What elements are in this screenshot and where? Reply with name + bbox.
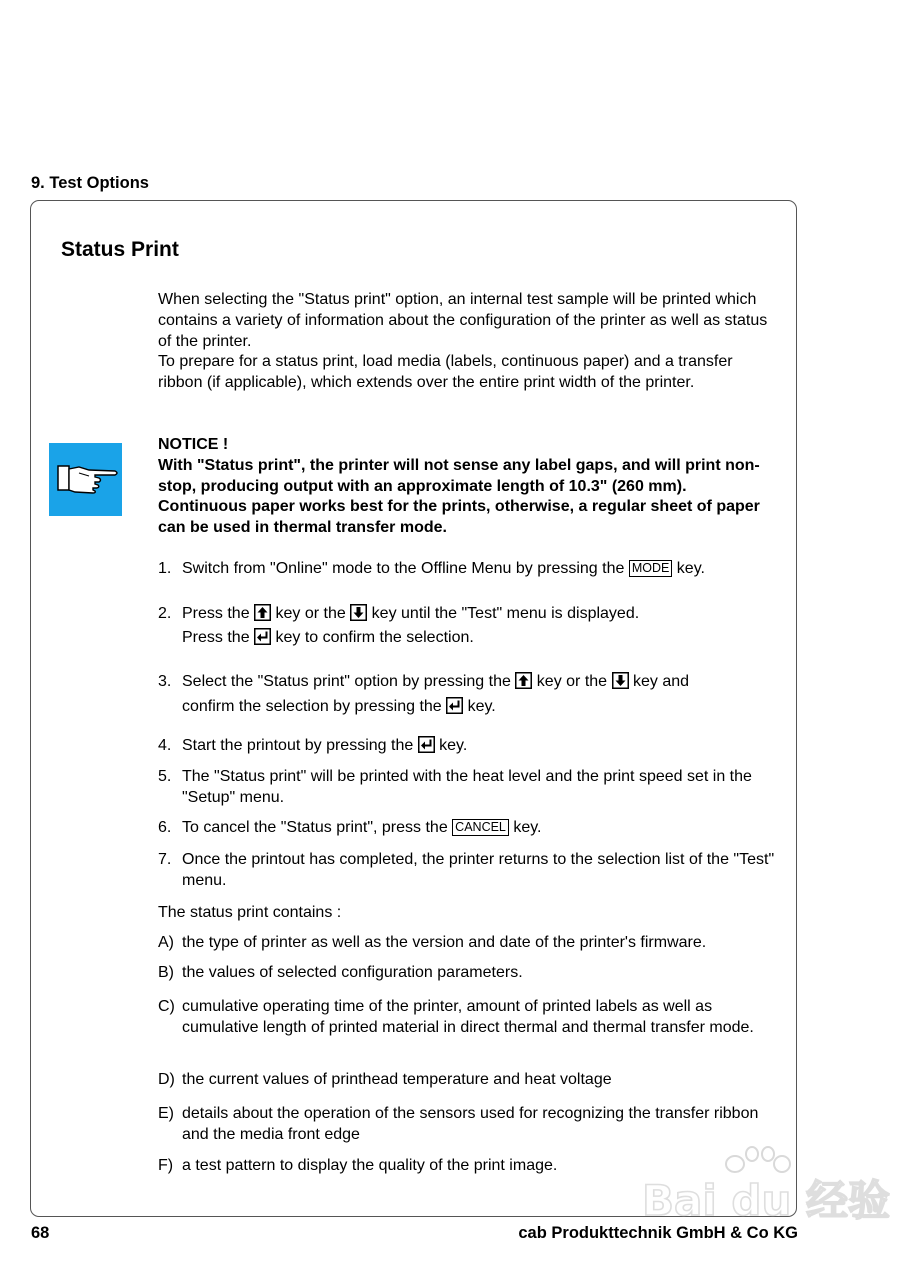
- page-number: 68: [31, 1224, 50, 1242]
- item-text: the type of printer as well as the version and date of the printer's firmware.: [182, 934, 707, 951]
- step-4: [158, 736, 778, 757]
- item-text: a test pattern to display the quality of the print image.: [182, 1157, 558, 1174]
- contents-item-a: [158, 933, 778, 954]
- step-number: 4.: [158, 737, 172, 754]
- step-text: Switch from "Online" mode to the Offline Menu by pressing the: [182, 560, 625, 577]
- item-text: the current values of printhead temperature and heat voltage: [182, 1071, 612, 1088]
- step-3: [158, 669, 778, 719]
- step-text: The "Status print" will be printed with the heat level and the print speed set in the "Setup" menu.: [182, 768, 752, 806]
- step-text: key to confirm the selection.: [275, 629, 474, 646]
- step-2: [158, 602, 778, 650]
- step-text: Start the printout by pressing the: [182, 737, 414, 754]
- step-1: [158, 559, 778, 580]
- company-name: cab Produkttechnik GmbH & Co KG: [518, 1224, 798, 1242]
- step-text: key.: [467, 698, 496, 715]
- step-number: 7.: [158, 851, 172, 868]
- item-text: cumulative operating time of the printer, amount of printed labels as well as cumulative length of printed material in direct thermal and thermal transfer mode.: [182, 998, 754, 1036]
- step-text: key.: [439, 737, 468, 754]
- step-text: confirm the selection by pressing the: [182, 698, 442, 715]
- contents-item-b: [158, 963, 778, 984]
- step-number: 1.: [158, 560, 172, 577]
- step-text: key or the: [536, 673, 608, 690]
- intro-paragraph-2: To prepare for a status print, load media (labels, continuous paper) and a transfer ribbon (if applicable), which extends over the entire print width of the printer.: [158, 353, 733, 392]
- step-text: Press the: [182, 605, 250, 622]
- item-marker: C): [158, 998, 175, 1015]
- arrow-up-key-icon: [254, 604, 271, 621]
- step-number: 2.: [158, 605, 172, 622]
- cancel-key: CANCEL: [452, 819, 509, 836]
- step-text: Press the: [182, 629, 250, 646]
- arrow-down-key-icon: [350, 604, 367, 621]
- step-text: Select the "Status print" option by pressing the: [182, 673, 511, 690]
- step-text: Once the printout has completed, the printer returns to the selection list of the "Test" menu.: [182, 851, 775, 889]
- item-text: the values of selected configuration parameters.: [182, 964, 523, 981]
- notice-block: [158, 435, 778, 539]
- notice-body: With "Status print", the printer will not sense any label gaps, and will print non-stop, producing output with an approximate length of 10.3" (260 mm). Continuous paper works best for the prints, otherwise, a regular sheet of paper can be used in thermal transfer mode.: [158, 456, 760, 537]
- arrow-up-key-icon: [515, 672, 532, 689]
- enter-key-icon: [254, 628, 271, 645]
- page-title: Status Print: [61, 238, 179, 261]
- step-number: 3.: [158, 673, 172, 690]
- enter-key-icon: [418, 736, 435, 753]
- item-marker: A): [158, 934, 174, 951]
- step-text: key until the "Test" menu is displayed.: [371, 605, 640, 622]
- step-text: key or the: [275, 605, 346, 622]
- item-marker: E): [158, 1105, 174, 1122]
- pointing-hand-icon: [49, 443, 122, 516]
- item-marker: D): [158, 1071, 175, 1088]
- watermark-text: Bai du 经验: [642, 1176, 890, 1225]
- arrow-down-key-icon: [612, 672, 629, 689]
- step-text: key.: [513, 819, 542, 836]
- contents-item-c: [158, 997, 778, 1039]
- intro-text: [158, 290, 778, 394]
- contents-intro: The status print contains :: [158, 904, 342, 921]
- enter-key-icon: [446, 697, 463, 714]
- notice-title: NOTICE !: [158, 436, 229, 453]
- item-marker: F): [158, 1157, 174, 1174]
- step-text: key and: [632, 673, 690, 690]
- step-5: [158, 767, 778, 809]
- step-text: To cancel the "Status print", press the: [182, 819, 448, 836]
- section-title: 9. Test Options: [31, 174, 149, 192]
- step-number: 5.: [158, 768, 172, 785]
- contents-item-d: [158, 1070, 778, 1091]
- step-7: [158, 850, 778, 892]
- step-6: [158, 818, 778, 839]
- intro-paragraph-1: When selecting the "Status print" option, an internal test sample will be printed which contains a variety of information about the configuration of the printer as well as status of the printer.: [158, 291, 768, 350]
- mode-key: MODE: [629, 560, 673, 577]
- item-text: details about the operation of the sensors used for recognizing the transfer ribbon and the media front edge: [182, 1105, 759, 1143]
- step-number: 6.: [158, 819, 172, 836]
- item-marker: B): [158, 964, 174, 981]
- step-text: key.: [676, 560, 705, 577]
